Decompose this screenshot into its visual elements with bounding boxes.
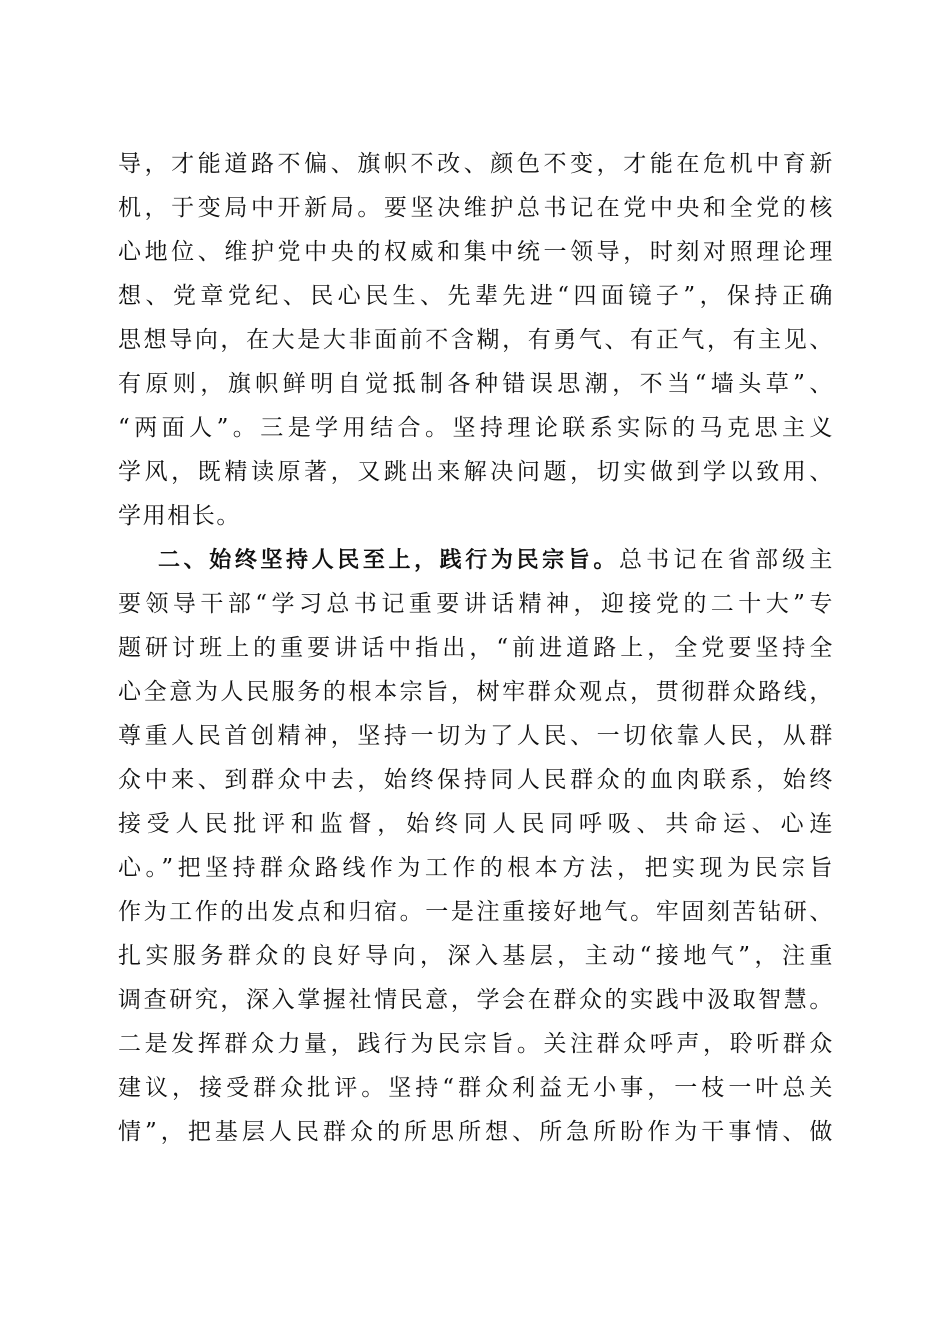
paragraph-2-line: 尊重人民首创精神，坚持一切为了人民、一切依靠人民，从群 xyxy=(118,723,834,749)
paragraph-2-first-line-text: 总书记在省部级主 xyxy=(618,547,834,573)
paragraph-2-line: 题研讨班上的重要讲话中指出，“前进道路上，全党要坚持全 xyxy=(118,635,834,661)
paragraph-2-line: 二是发挥群众力量，践行为民宗旨。关注群众呼声，聆听群众 xyxy=(118,1031,834,1057)
paragraph-2-line: 众中来、到群众中去，始终保持同人民群众的血肉联系，始终 xyxy=(118,767,834,793)
paragraph-1-line: “两面人”。三是学用结合。坚持理论联系实际的马克思主义 xyxy=(118,415,834,441)
section-heading: 二、始终坚持人民至上，践行为民宗旨。 xyxy=(158,548,619,573)
paragraph-2-line: 心。”把坚持群众路线作为工作的根本方法，把实现为民宗旨 xyxy=(118,855,834,881)
paragraph-2-line: 心全意为人民服务的根本宗旨，树牢群众观点，贯彻群众路线， xyxy=(118,679,834,705)
paragraph-2-line: 要领导干部“学习总书记重要讲话精神，迎接党的二十大”专 xyxy=(118,591,834,617)
paragraph-2-line: 调查研究，深入掌握社情民意，学会在群众的实践中汲取智慧。 xyxy=(118,987,834,1013)
paragraph-2-first-line xyxy=(158,542,834,578)
paragraph-2-line: 情”，把基层人民群众的所思所想、所急所盼作为干事情、做 xyxy=(118,1119,834,1145)
paragraph-1-line: 机，于变局中开新局。要坚决维护总书记在党中央和全党的核 xyxy=(118,195,834,221)
paragraph-2-line: 接受人民批评和监督，始终同人民同呼吸、共命运、心连 xyxy=(118,811,834,837)
paragraph-2-line: 作为工作的出发点和归宿。一是注重接好地气。牢固刻苦钻研、 xyxy=(118,899,834,925)
paragraph-1-line: 有原则，旗帜鲜明自觉抵制各种错误思潮，不当“墙头草”、 xyxy=(118,371,834,397)
paragraph-1-line: 想、党章党纪、民心民生、先辈先进“四面镜子”，保持正确 xyxy=(118,283,834,309)
paragraph-2-line: 扎实服务群众的良好导向，深入基层，主动“接地气”，注重 xyxy=(118,943,834,969)
paragraph-1-line: 思想导向，在大是大非面前不含糊，有勇气、有正气，有主见、 xyxy=(118,327,834,353)
paragraph-1-line: 导，才能道路不偏、旗帜不改、颜色不变，才能在危机中育新 xyxy=(118,151,834,177)
paragraph-1-line: 学用相长。 xyxy=(118,503,241,529)
paragraph-1-line: 心地位、维护党中央的权威和集中统一领导，时刻对照理论理 xyxy=(118,239,834,265)
paragraph-2-line: 建议，接受群众批评。坚持“群众利益无小事，一枝一叶总关 xyxy=(118,1075,834,1101)
paragraph-1-line: 学风，既精读原著，又跳出来解决问题，切实做到学以致用、 xyxy=(118,459,834,485)
